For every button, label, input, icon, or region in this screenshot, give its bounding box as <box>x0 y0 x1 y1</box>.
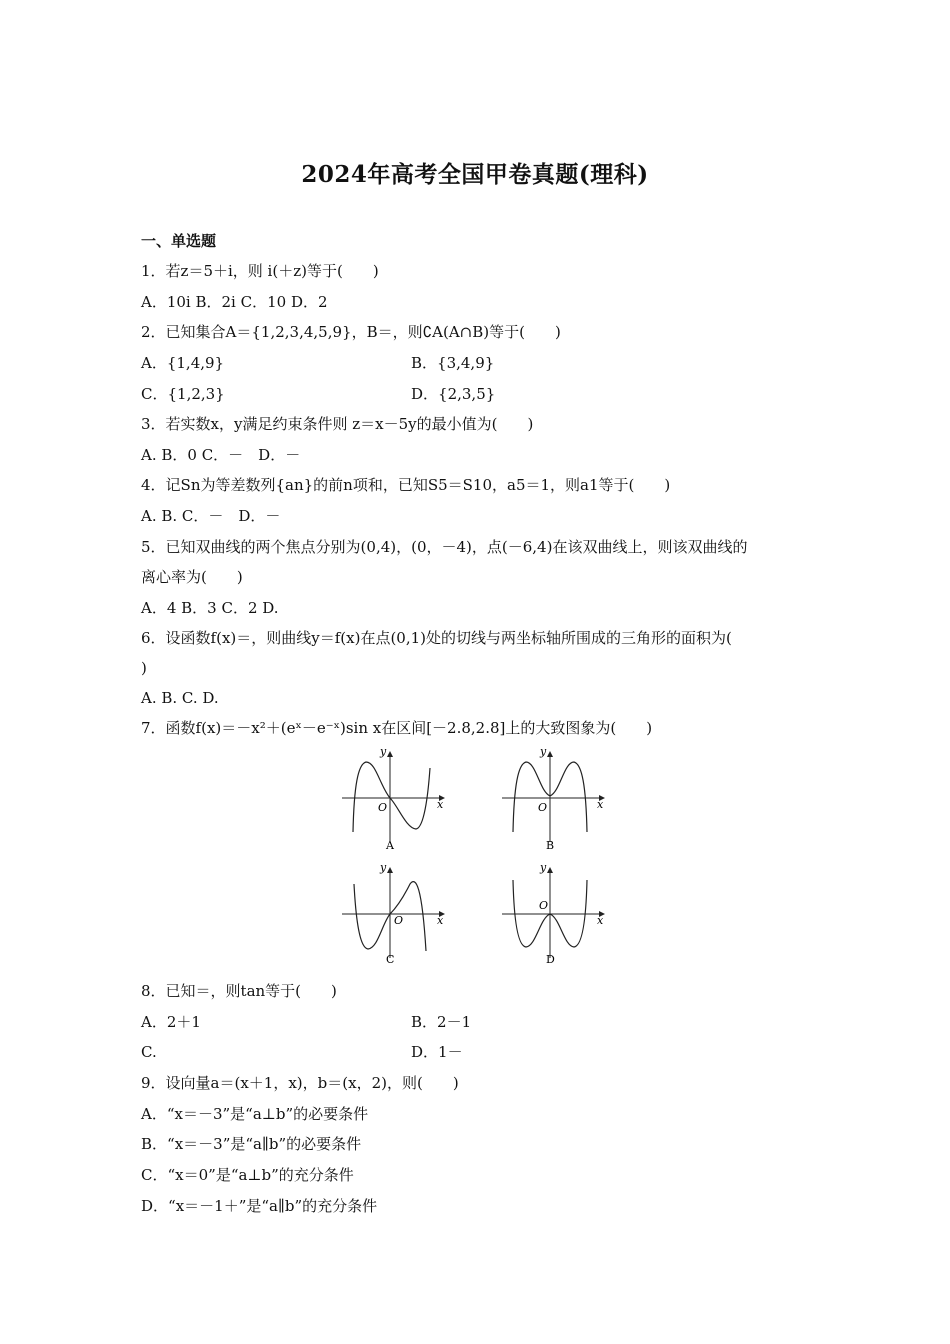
q5-options: A．4 B．3 C．2 D. <box>141 599 279 617</box>
graph-a-y-label: y <box>380 745 387 758</box>
q3-stem: 3．若实数x，y满足约束条件则 z＝x－5y的最小值为( ) <box>141 415 534 433</box>
graph-d-y-label: y <box>540 861 547 874</box>
q2-option-b: B．{3,4,9} <box>411 354 495 372</box>
q8-option-b: B．2－1 <box>411 1013 472 1031</box>
q5-stem-line1: 5．已知双曲线的两个焦点分别为(0,4)，(0，－4)，点(－6,4)在该双曲线上，则该双曲线的 <box>141 538 748 556</box>
q4-options: A. B. C．－ D．－ <box>141 507 281 525</box>
q1-options: A．10i B．2i C．10 D．2 <box>141 293 328 311</box>
q8-option-a: A．2＋1 <box>141 1013 201 1031</box>
graph-b-x-label: x <box>597 798 604 811</box>
graph-c-origin: O <box>394 914 404 927</box>
graph-c <box>342 861 444 966</box>
q8-option-c: C. <box>141 1043 157 1061</box>
q9-option-d: D．“x＝－1＋”是“a∥b”的充分条件 <box>141 1197 378 1215</box>
q9-option-c: C．“x＝0”是“a⊥b”的充分条件 <box>141 1166 354 1184</box>
q6-stem-line2: ) <box>141 659 147 677</box>
graph-d-label: D <box>546 953 555 966</box>
q2-option-c: C．{1,2,3} <box>141 385 225 403</box>
graph-c-label: C <box>386 953 395 966</box>
q2-option-d: D．{2,3,5} <box>411 385 496 403</box>
section-heading: 一、单选题 <box>141 232 217 250</box>
q2-stem: 2．已知集合A＝{1,2,3,4,5,9}，B＝，则∁A(A∩B)等于( ) <box>141 323 561 341</box>
graph-b <box>502 745 604 852</box>
q4-stem: 4．记Sn为等差数列{an}的前n项和，已知S5＝S10，a5＝1，则a1等于( ) <box>141 476 671 494</box>
q2-option-a: A．{1,4,9} <box>141 354 225 372</box>
q9-stem: 9．设向量a＝(x＋1，x)，b＝(x，2)，则( ) <box>141 1074 459 1092</box>
graph-d-origin: O <box>539 899 549 912</box>
graph-a <box>342 745 444 852</box>
q7-graph-options <box>336 746 616 970</box>
q9-option-a: A．“x＝－3”是“a⊥b”的必要条件 <box>141 1105 369 1123</box>
q9-option-b: B．“x＝－3”是“a∥b”的必要条件 <box>141 1135 362 1153</box>
q7-stem: 7．函数f(x)＝－x²＋(eˣ－e⁻ˣ)sin x在区间[－2.8,2.8]上的大致图象为( ) <box>141 719 653 737</box>
q5-stem-line2: 离心率为( ) <box>141 568 243 586</box>
graph-d-x-label: x <box>597 914 604 927</box>
graph-a-x-label: x <box>437 798 444 811</box>
graph-c-x-label: x <box>437 914 444 927</box>
graph-a-origin: O <box>378 801 388 814</box>
graph-b-label: B <box>546 839 555 852</box>
graph-c-y-label: y <box>380 861 387 874</box>
graph-a-label: A <box>386 839 394 852</box>
graph-b-origin: O <box>538 801 548 814</box>
q7-graphs-svg <box>336 746 616 970</box>
page-title: 2024年高考全国甲卷真题(理科) <box>301 161 649 188</box>
graph-a-curve <box>353 762 430 832</box>
q8-option-d: D．1－ <box>411 1043 463 1061</box>
q3-options: A. B．0 C．－ D．－ <box>141 446 301 464</box>
graph-d <box>502 861 604 966</box>
q1-stem: 1．若z＝5＋i，则 i(＋z)等于( ) <box>141 262 379 280</box>
q8-stem: 8．已知＝，则tan等于( ) <box>141 982 337 1000</box>
q6-options: A. B. C. D. <box>141 689 219 707</box>
graph-b-y-label: y <box>540 745 547 758</box>
q6-stem-line1: 6．设函数f(x)＝，则曲线y＝f(x)在点(0,1)处的切线与两坐标轴所围成的三角形的面积为( <box>141 629 732 647</box>
